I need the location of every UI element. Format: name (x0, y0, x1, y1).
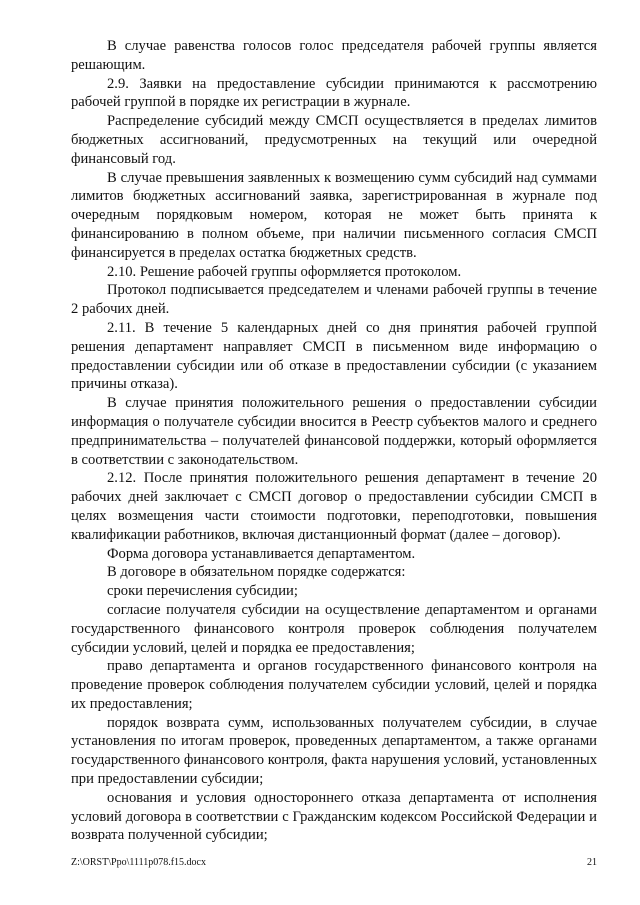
paragraph-contract-contents: В договоре в обязательном порядке содержатся: (107, 564, 406, 581)
paragraph-2-12: 2.12. После принятия положительного решения департамент в течение 20 рабочих дней заключает с СМСП договор о предоставлении субсидии СМСП в целях возмещения части стоимости подготовки, переподготовки, повышения квалификации работников, включая дистанционный формат (далее – договор). (71, 470, 597, 543)
page-number: 21 (587, 857, 597, 868)
list-item-unilateral-refusal: основания и условия одностороннего отказа департамента от исполнения условий договора в соответствии с Гражданским кодексом Российской Федерации и возврата полученной субсидии; (71, 789, 597, 844)
list-item-payment-terms: сроки перечисления субсидии; (107, 583, 298, 600)
paragraph-2-9: 2.9. Заявки на предоставление субсидии принимаются к рассмотрению рабочей группой в порядке их регистрации в журнале. (71, 75, 597, 111)
paragraph-distribution: Распределение субсидий между СМСП осуществляется в пределах лимитов бюджетных ассигнований, предусмотренных на текущий или очередной финансовый год. (71, 113, 597, 167)
page-footer (71, 856, 597, 870)
list-item-inspection-right: право департамента и органов государственного финансового контроля на проведение проверок соблюдения получателем субсидии условий, целей и порядка их предоставления; (71, 658, 597, 712)
list-item-consent: согласие получателя субсидии на осуществление департаментом и органами государственного финансового контроля проверок соблюдения получателем субсидии условий, целей и порядка ее предоставления; (71, 601, 597, 656)
paragraph-2-10: 2.10. Решение рабочей группы оформляется протоколом. (107, 263, 462, 280)
document-body (71, 37, 597, 845)
paragraph-protocol: Протокол подписывается председателем и членами рабочей группы в течение 2 рабочих дней. (71, 282, 597, 318)
list-item-refund-procedure: порядок возврата сумм, использованных получателем субсидии, в случае установления по итогам проверок, проведенных департаментом, а также органами государственного финансового контроля, факта нарушения условий, установленных при предоставлении субсидии; (71, 714, 597, 788)
paragraph-2-11: 2.11. В течение 5 календарных дней со дня принятия рабочей группой решения департамент направляет СМСП в письменном виде информацию о предоставлении субсидии или об отказе в предоставлении субсидии (с указанием причины отказа). (71, 319, 597, 393)
footer-file-path: Z:\ORST\Ppo\1111p078.f15.docx (71, 857, 206, 868)
paragraph-contract-form: Форма договора устанавливается департаментом. (107, 545, 416, 562)
paragraph-excess-claims: В случае превышения заявленных к возмещению сумм субсидий над суммами лимитов бюджетных ассигнований заявка, зарегистрированная в журнале под очередным порядковым номером, которая не может быть принята к финансированию в полном объеме, при наличии письменного согласия СМСП финансируется в пределах остатка бюджетных средств. (71, 169, 597, 261)
paragraph-registry: В случае принятия положительного решения о предоставлении субсидии информация о получателе субсидии вносится в Реестр субъектов малого и среднего предпринимательства – получателей финансовой поддержки, который оформляется в соответствии с законодательством. (71, 395, 597, 468)
paragraph-tie-vote: В случае равенства голосов голос председателя рабочей группы является решающим. (71, 38, 597, 73)
